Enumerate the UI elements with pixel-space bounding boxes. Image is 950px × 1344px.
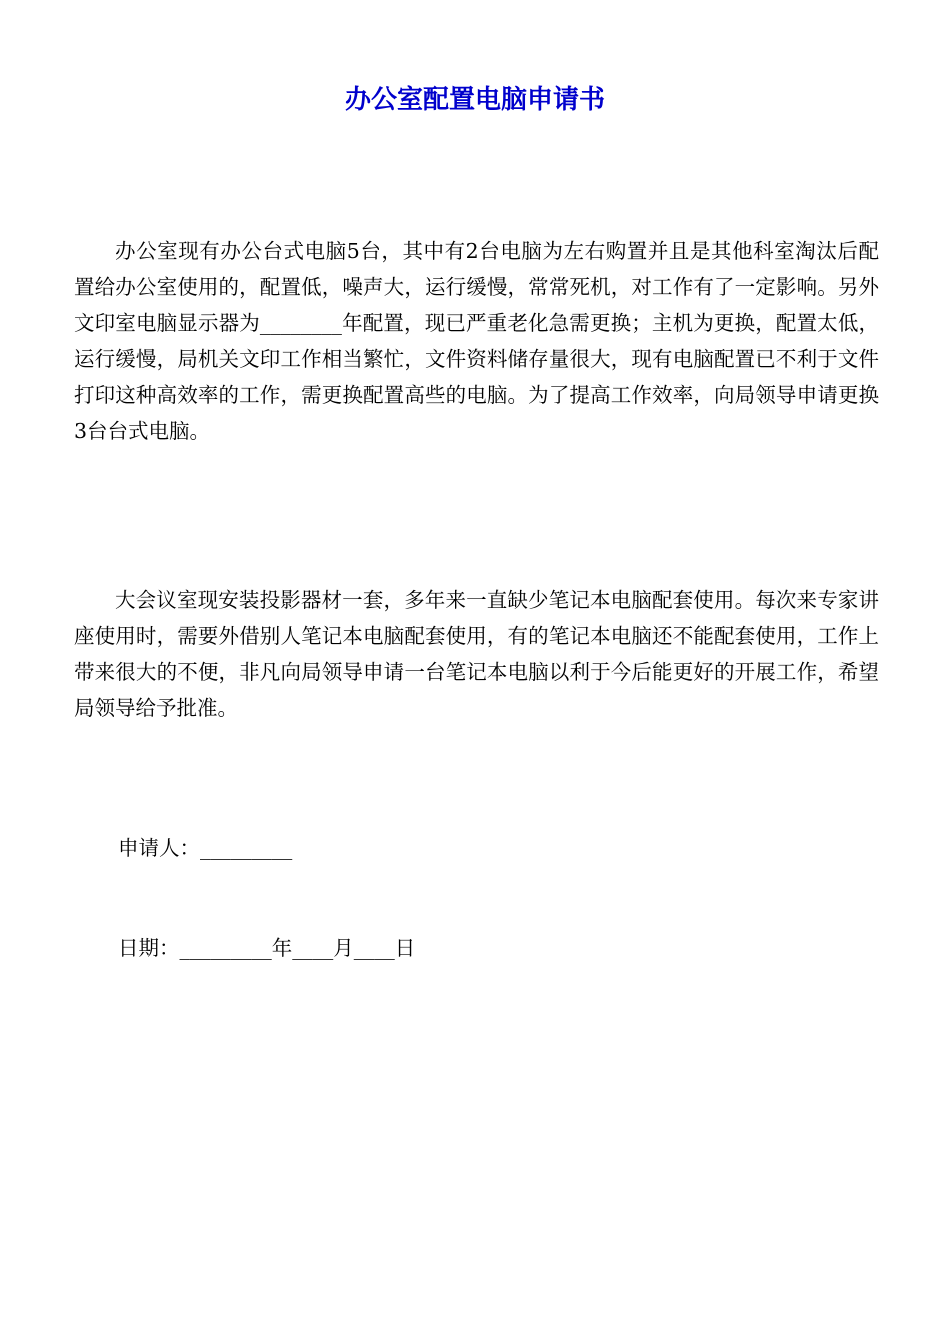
paragraph-meeting-room-laptop: 大会议室现安装投影器材一套，多年来一直缺少笔记本电脑配套使用。每次来专家讲座使用时，需要外借别人笔记本电脑配套使用，有的笔记本电脑还不能配套使用，工作上带来很大的不便，非凡向局领导申请一台笔记本电脑以利于今后能更好的开展工作，希望局领导给予批准。 — [74, 588, 879, 720]
applicant-line: 申请人：_________ — [118, 836, 293, 860]
document-title: 办公室配置电脑申请书 — [344, 85, 605, 115]
date-line: 日期：_________年____月____日 — [118, 936, 416, 960]
paragraph-office-desktops: 办公室现有办公台式电脑5台，其中有2台电脑为左右购置并且是其他科室淘汰后配置给办公室使用的，配置低，噪声大，运行缓慢，常常死机，对工作有了一定影响。另外文印室电脑显示器为________年配置，现已严重老化急需更换；主机为更换，配置太低，运行缓慢，局机关文印工作相当繁忙，文件资料储存量很大，现有电脑配置已不利于文件打印这种高效率的工作，需更换配置高些的电脑。为了提高工作效率，向局领导申请更换3台台式电脑。 — [74, 239, 879, 443]
